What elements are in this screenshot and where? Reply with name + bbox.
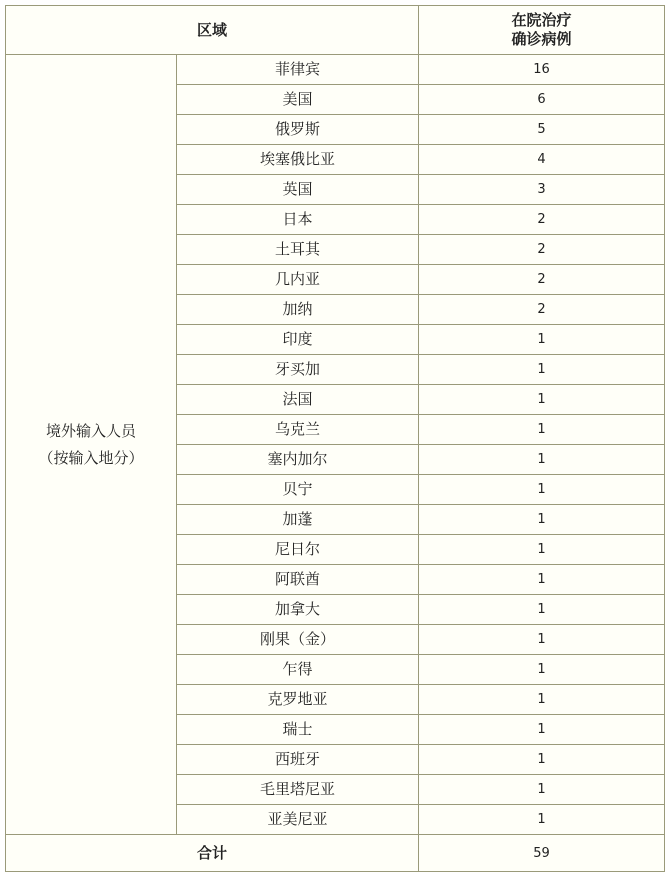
total-label: 合计	[6, 835, 419, 872]
country-cell: 俄罗斯	[177, 115, 419, 145]
count-cell: 1	[419, 805, 665, 835]
count-cell: 3	[419, 175, 665, 205]
country-cell: 毛里塔尼亚	[177, 775, 419, 805]
country-cell: 西班牙	[177, 745, 419, 775]
group-label	[6, 55, 177, 835]
group-label-line1: 境外输入人员	[45, 421, 136, 440]
count-cell: 1	[419, 385, 665, 415]
count-cell: 1	[419, 505, 665, 535]
count-cell: 1	[419, 565, 665, 595]
country-cell: 几内亚	[177, 265, 419, 295]
table-header-row	[6, 6, 665, 55]
country-cell: 加纳	[177, 295, 419, 325]
country-cell: 菲律宾	[177, 55, 419, 85]
country-cell: 日本	[177, 205, 419, 235]
table-row	[6, 55, 665, 85]
country-cell: 英国	[177, 175, 419, 205]
group-label-line2: （按输入地分）	[38, 448, 144, 467]
country-cell: 贝宁	[177, 475, 419, 505]
count-cell: 16	[419, 55, 665, 85]
country-cell: 加蓬	[177, 505, 419, 535]
country-cell: 法国	[177, 385, 419, 415]
count-cell: 1	[419, 715, 665, 745]
count-header	[419, 6, 665, 55]
country-cell: 克罗地亚	[177, 685, 419, 715]
count-cell: 1	[419, 595, 665, 625]
count-cell: 1	[419, 355, 665, 385]
count-cell: 1	[419, 445, 665, 475]
count-cell: 1	[419, 775, 665, 805]
table-body	[6, 55, 665, 835]
count-cell: 1	[419, 685, 665, 715]
country-cell: 刚果（金）	[177, 625, 419, 655]
count-cell: 1	[419, 475, 665, 505]
country-cell: 加拿大	[177, 595, 419, 625]
count-cell: 1	[419, 415, 665, 445]
count-cell: 2	[419, 295, 665, 325]
country-cell: 埃塞俄比亚	[177, 145, 419, 175]
country-cell: 阿联酋	[177, 565, 419, 595]
count-cell: 2	[419, 205, 665, 235]
country-cell: 牙买加	[177, 355, 419, 385]
count-cell: 2	[419, 235, 665, 265]
count-cell: 2	[419, 265, 665, 295]
count-cell: 1	[419, 625, 665, 655]
country-cell: 印度	[177, 325, 419, 355]
count-cell: 5	[419, 115, 665, 145]
count-cell: 1	[419, 655, 665, 685]
total-row	[6, 835, 665, 872]
count-cell: 6	[419, 85, 665, 115]
count-cell: 1	[419, 325, 665, 355]
country-cell: 亚美尼亚	[177, 805, 419, 835]
country-cell: 瑞士	[177, 715, 419, 745]
country-cell: 乍得	[177, 655, 419, 685]
country-cell: 尼日尔	[177, 535, 419, 565]
total-count: 59	[419, 835, 665, 872]
country-cell: 土耳其	[177, 235, 419, 265]
country-cell: 乌克兰	[177, 415, 419, 445]
count-header-line1: 在院治疗	[511, 11, 572, 29]
cases-table	[5, 5, 665, 872]
count-cell: 4	[419, 145, 665, 175]
count-cell: 1	[419, 535, 665, 565]
country-cell: 塞内加尔	[177, 445, 419, 475]
region-header: 区域	[6, 6, 419, 55]
count-header-line2: 确诊病例	[511, 30, 572, 48]
count-cell: 1	[419, 745, 665, 775]
country-cell: 美国	[177, 85, 419, 115]
